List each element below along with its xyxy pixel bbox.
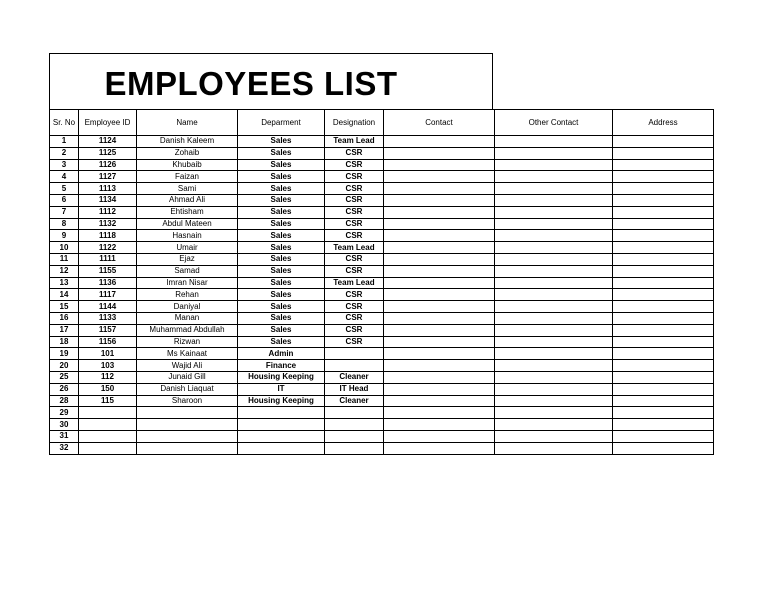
- department-cell: Sales: [238, 301, 325, 313]
- sr-no-cell: 12: [50, 265, 79, 277]
- contact-cell: [384, 336, 495, 348]
- designation-cell: CSR: [325, 253, 384, 265]
- sr-no-cell: 2: [50, 147, 79, 159]
- sr-no-cell: 19: [50, 348, 79, 360]
- department-cell: Sales: [238, 194, 325, 206]
- contact-cell: [384, 289, 495, 301]
- sr-no-cell: 4: [50, 171, 79, 183]
- address-cell: [613, 360, 714, 372]
- address-cell: [613, 277, 714, 289]
- address-cell: [613, 324, 714, 336]
- designation-cell: CSR: [325, 289, 384, 301]
- table-row: [50, 253, 714, 265]
- other-contact-cell: [495, 383, 613, 395]
- name-cell: Sharoon: [137, 395, 238, 407]
- department-cell: Sales: [238, 324, 325, 336]
- employee-id-cell: 103: [79, 360, 137, 372]
- table-row: [50, 159, 714, 171]
- contact-cell: [384, 183, 495, 195]
- name-cell: Khubaib: [137, 159, 238, 171]
- name-cell: Samad: [137, 265, 238, 277]
- other-contact-cell: [495, 147, 613, 159]
- department-cell: Admin: [238, 348, 325, 360]
- sr-no-cell: 8: [50, 218, 79, 230]
- other-contact-cell: [495, 324, 613, 336]
- designation-cell: [325, 419, 384, 431]
- designation-cell: CSR: [325, 218, 384, 230]
- name-cell: Faizan: [137, 171, 238, 183]
- address-cell: [613, 194, 714, 206]
- contact-cell: [384, 371, 495, 383]
- employee-id-cell: 1127: [79, 171, 137, 183]
- table-row: [50, 147, 714, 159]
- department-cell: [238, 430, 325, 442]
- employee-id-cell: 101: [79, 348, 137, 360]
- address-cell: [613, 289, 714, 301]
- contact-cell: [384, 136, 495, 148]
- designation-cell: [325, 442, 384, 454]
- other-contact-cell: [495, 230, 613, 242]
- sr-no-cell: 30: [50, 419, 79, 431]
- sr-no-cell: 10: [50, 242, 79, 254]
- contact-cell: [384, 383, 495, 395]
- other-contact-cell: [495, 265, 613, 277]
- table-row: [50, 312, 714, 324]
- name-cell: Muhammad Abdullah: [137, 324, 238, 336]
- address-cell: [613, 136, 714, 148]
- other-contact-cell: [495, 430, 613, 442]
- employee-id-cell: 1113: [79, 183, 137, 195]
- employee-id-cell: 1126: [79, 159, 137, 171]
- designation-cell: CSR: [325, 194, 384, 206]
- employee-id-cell: 1156: [79, 336, 137, 348]
- employee-id-cell: 1144: [79, 301, 137, 313]
- employee-id-cell: 1112: [79, 206, 137, 218]
- name-cell: Junaid Gill: [137, 371, 238, 383]
- sr-no-cell: 15: [50, 301, 79, 313]
- sr-no-cell: 28: [50, 395, 79, 407]
- department-cell: [238, 419, 325, 431]
- other-contact-cell: [495, 206, 613, 218]
- designation-cell: CSR: [325, 183, 384, 195]
- contact-cell: [384, 171, 495, 183]
- table-row: [50, 442, 714, 454]
- name-cell: Ehtisham: [137, 206, 238, 218]
- department-cell: Sales: [238, 183, 325, 195]
- name-cell: Ejaz: [137, 253, 238, 265]
- table-row: [50, 301, 714, 313]
- column-header-contact: Contact: [384, 110, 495, 136]
- address-cell: [613, 430, 714, 442]
- table-row: [50, 371, 714, 383]
- employee-id-cell: 1124: [79, 136, 137, 148]
- table-row: [50, 348, 714, 360]
- other-contact-cell: [495, 419, 613, 431]
- address-cell: [613, 407, 714, 419]
- address-cell: [613, 312, 714, 324]
- sr-no-cell: 1: [50, 136, 79, 148]
- sr-no-cell: 7: [50, 206, 79, 218]
- address-cell: [613, 242, 714, 254]
- name-cell: Danish Kaleem: [137, 136, 238, 148]
- employee-id-cell: [79, 442, 137, 454]
- address-cell: [613, 371, 714, 383]
- sr-no-cell: 26: [50, 383, 79, 395]
- department-cell: Sales: [238, 206, 325, 218]
- address-cell: [613, 383, 714, 395]
- sr-no-cell: 32: [50, 442, 79, 454]
- other-contact-cell: [495, 277, 613, 289]
- name-cell: Abdul Mateen: [137, 218, 238, 230]
- employee-id-cell: 1132: [79, 218, 137, 230]
- sr-no-cell: 5: [50, 183, 79, 195]
- designation-cell: [325, 348, 384, 360]
- department-cell: Sales: [238, 159, 325, 171]
- table-row: [50, 324, 714, 336]
- address-cell: [613, 171, 714, 183]
- designation-cell: Cleaner: [325, 371, 384, 383]
- designation-cell: [325, 360, 384, 372]
- contact-cell: [384, 230, 495, 242]
- contact-cell: [384, 348, 495, 360]
- sr-no-cell: 16: [50, 312, 79, 324]
- employee-id-cell: 1125: [79, 147, 137, 159]
- table-row: [50, 136, 714, 148]
- column-header-designation: Designation: [325, 110, 384, 136]
- name-cell: Rehan: [137, 289, 238, 301]
- name-cell: Manan: [137, 312, 238, 324]
- name-cell: [137, 442, 238, 454]
- contact-cell: [384, 360, 495, 372]
- designation-cell: [325, 407, 384, 419]
- department-cell: Sales: [238, 312, 325, 324]
- column-header-address: Address: [613, 110, 714, 136]
- sr-no-cell: 6: [50, 194, 79, 206]
- name-cell: [137, 407, 238, 419]
- designation-cell: CSR: [325, 336, 384, 348]
- sr-no-cell: 14: [50, 289, 79, 301]
- department-cell: Sales: [238, 171, 325, 183]
- designation-cell: Cleaner: [325, 395, 384, 407]
- department-cell: Finance: [238, 360, 325, 372]
- contact-cell: [384, 442, 495, 454]
- table-row: [50, 265, 714, 277]
- other-contact-cell: [495, 242, 613, 254]
- employee-id-cell: 1136: [79, 277, 137, 289]
- address-cell: [613, 336, 714, 348]
- column-header-sr-no: Sr. No: [50, 110, 79, 136]
- employee-id-cell: 1134: [79, 194, 137, 206]
- table-row: [50, 289, 714, 301]
- other-contact-cell: [495, 407, 613, 419]
- designation-cell: [325, 430, 384, 442]
- table-row: [50, 430, 714, 442]
- address-cell: [613, 230, 714, 242]
- employee-id-cell: 1117: [79, 289, 137, 301]
- contact-cell: [384, 159, 495, 171]
- other-contact-cell: [495, 442, 613, 454]
- department-cell: Sales: [238, 242, 325, 254]
- table-row: [50, 360, 714, 372]
- employee-id-cell: 1111: [79, 253, 137, 265]
- department-cell: Sales: [238, 253, 325, 265]
- table-row: [50, 183, 714, 195]
- sr-no-cell: 17: [50, 324, 79, 336]
- other-contact-cell: [495, 371, 613, 383]
- address-cell: [613, 159, 714, 171]
- sr-no-cell: 13: [50, 277, 79, 289]
- address-cell: [613, 348, 714, 360]
- department-cell: Sales: [238, 218, 325, 230]
- employee-id-cell: [79, 419, 137, 431]
- name-cell: Ms Kainaat: [137, 348, 238, 360]
- name-cell: Hasnain: [137, 230, 238, 242]
- column-header-other-contact: Other Contact: [495, 110, 613, 136]
- employee-id-cell: [79, 430, 137, 442]
- contact-cell: [384, 277, 495, 289]
- department-cell: [238, 407, 325, 419]
- sr-no-cell: 11: [50, 253, 79, 265]
- contact-cell: [384, 324, 495, 336]
- contact-cell: [384, 301, 495, 313]
- contact-cell: [384, 407, 495, 419]
- column-header-employee-id: Employee ID: [79, 110, 137, 136]
- department-cell: Sales: [238, 277, 325, 289]
- header-row: [50, 110, 714, 136]
- name-cell: Umair: [137, 242, 238, 254]
- table-row: [50, 206, 714, 218]
- department-cell: Sales: [238, 289, 325, 301]
- employee-id-cell: 1133: [79, 312, 137, 324]
- table-row: [50, 242, 714, 254]
- designation-cell: Team Lead: [325, 242, 384, 254]
- employee-id-cell: 112: [79, 371, 137, 383]
- designation-cell: CSR: [325, 265, 384, 277]
- column-header-department: Deparment: [238, 110, 325, 136]
- other-contact-cell: [495, 194, 613, 206]
- sr-no-cell: 25: [50, 371, 79, 383]
- address-cell: [613, 218, 714, 230]
- contact-cell: [384, 419, 495, 431]
- employee-id-cell: 1155: [79, 265, 137, 277]
- name-cell: Daniyal: [137, 301, 238, 313]
- department-cell: Sales: [238, 147, 325, 159]
- employee-id-cell: [79, 407, 137, 419]
- other-contact-cell: [495, 289, 613, 301]
- designation-cell: IT Head: [325, 383, 384, 395]
- table-row: [50, 419, 714, 431]
- employee-id-cell: 150: [79, 383, 137, 395]
- name-cell: Rizwan: [137, 336, 238, 348]
- name-cell: [137, 419, 238, 431]
- name-cell: Ahmad Ali: [137, 194, 238, 206]
- name-cell: Wajid Ali: [137, 360, 238, 372]
- other-contact-cell: [495, 218, 613, 230]
- table-row: [50, 171, 714, 183]
- address-cell: [613, 265, 714, 277]
- sr-no-cell: 18: [50, 336, 79, 348]
- other-contact-cell: [495, 171, 613, 183]
- contact-cell: [384, 147, 495, 159]
- address-cell: [613, 419, 714, 431]
- designation-cell: Team Lead: [325, 277, 384, 289]
- table-row: [50, 395, 714, 407]
- table-row: [50, 230, 714, 242]
- table-row: [50, 336, 714, 348]
- column-header-name: Name: [137, 110, 238, 136]
- contact-cell: [384, 253, 495, 265]
- contact-cell: [384, 206, 495, 218]
- employee-id-cell: 1157: [79, 324, 137, 336]
- contact-cell: [384, 395, 495, 407]
- other-contact-cell: [495, 183, 613, 195]
- address-cell: [613, 301, 714, 313]
- page-title: EMPLOYEES LIST: [104, 65, 398, 102]
- other-contact-cell: [495, 159, 613, 171]
- designation-cell: CSR: [325, 206, 384, 218]
- other-contact-cell: [495, 360, 613, 372]
- sr-no-cell: 20: [50, 360, 79, 372]
- employees-table: [49, 109, 714, 455]
- other-contact-cell: [495, 136, 613, 148]
- department-cell: IT: [238, 383, 325, 395]
- title-box: [49, 53, 493, 109]
- designation-cell: CSR: [325, 312, 384, 324]
- employee-id-cell: 1122: [79, 242, 137, 254]
- table-row: [50, 277, 714, 289]
- address-cell: [613, 183, 714, 195]
- designation-cell: CSR: [325, 147, 384, 159]
- contact-cell: [384, 194, 495, 206]
- sr-no-cell: 3: [50, 159, 79, 171]
- address-cell: [613, 442, 714, 454]
- department-cell: Sales: [238, 136, 325, 148]
- designation-cell: CSR: [325, 159, 384, 171]
- other-contact-cell: [495, 301, 613, 313]
- other-contact-cell: [495, 395, 613, 407]
- designation-cell: CSR: [325, 301, 384, 313]
- sr-no-cell: 9: [50, 230, 79, 242]
- designation-cell: CSR: [325, 324, 384, 336]
- table-row: [50, 194, 714, 206]
- contact-cell: [384, 265, 495, 277]
- department-cell: Housing Keeping: [238, 371, 325, 383]
- employee-id-cell: 1118: [79, 230, 137, 242]
- table-row: [50, 407, 714, 419]
- employee-id-cell: 115: [79, 395, 137, 407]
- designation-cell: CSR: [325, 230, 384, 242]
- department-cell: Sales: [238, 336, 325, 348]
- department-cell: Housing Keeping: [238, 395, 325, 407]
- department-cell: Sales: [238, 265, 325, 277]
- sr-no-cell: 31: [50, 430, 79, 442]
- other-contact-cell: [495, 348, 613, 360]
- sr-no-cell: 29: [50, 407, 79, 419]
- contact-cell: [384, 430, 495, 442]
- contact-cell: [384, 242, 495, 254]
- address-cell: [613, 395, 714, 407]
- address-cell: [613, 147, 714, 159]
- name-cell: Sami: [137, 183, 238, 195]
- other-contact-cell: [495, 312, 613, 324]
- other-contact-cell: [495, 336, 613, 348]
- department-cell: [238, 442, 325, 454]
- name-cell: Zohaib: [137, 147, 238, 159]
- designation-cell: CSR: [325, 171, 384, 183]
- address-cell: [613, 206, 714, 218]
- table-row: [50, 218, 714, 230]
- name-cell: [137, 430, 238, 442]
- contact-cell: [384, 218, 495, 230]
- name-cell: Imran Nisar: [137, 277, 238, 289]
- department-cell: Sales: [238, 230, 325, 242]
- other-contact-cell: [495, 253, 613, 265]
- table-row: [50, 383, 714, 395]
- contact-cell: [384, 312, 495, 324]
- name-cell: Danish Liaquat: [137, 383, 238, 395]
- address-cell: [613, 253, 714, 265]
- designation-cell: Team Lead: [325, 136, 384, 148]
